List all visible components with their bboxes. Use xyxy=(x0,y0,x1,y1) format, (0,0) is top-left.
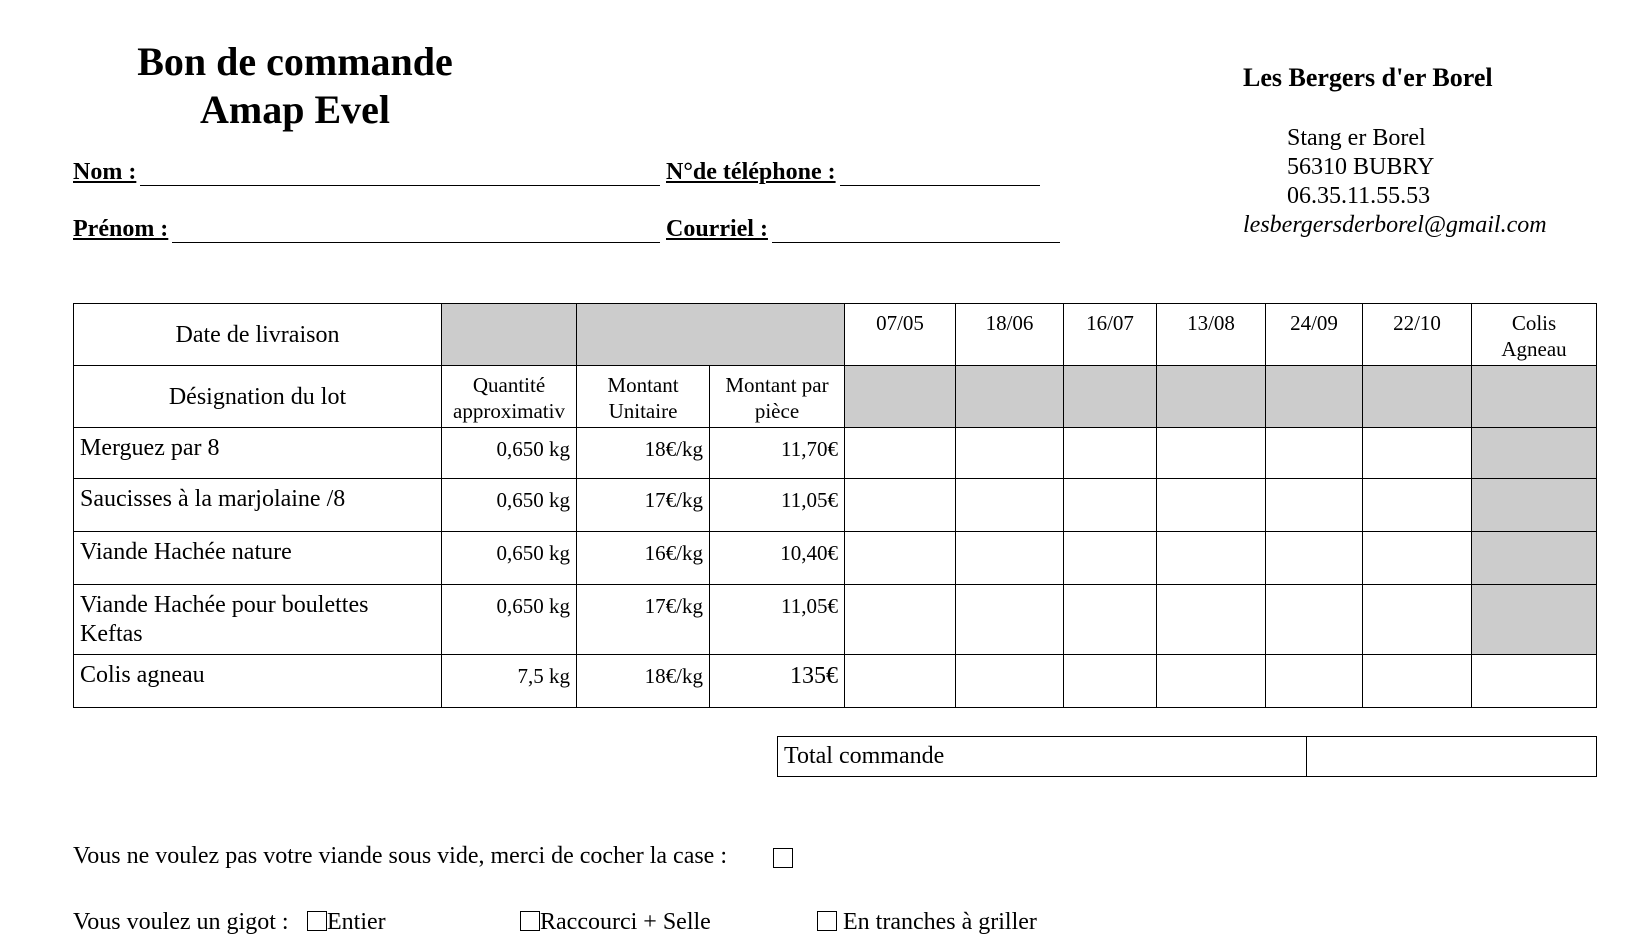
date-22-10: 22/10 xyxy=(1363,304,1472,366)
gigot-raccourci-label: Raccourci + Selle xyxy=(540,909,711,935)
nom-label: Nom : xyxy=(73,159,137,185)
shaded-cell xyxy=(442,304,577,366)
lot-unit-price: 18€/kg xyxy=(577,428,710,479)
prenom-field[interactable] xyxy=(73,215,660,243)
farm-name: Les Bergers d'er Borel xyxy=(1243,63,1493,92)
piece-header-line-2: pièce xyxy=(754,399,800,423)
order-cell[interactable] xyxy=(1266,585,1363,655)
order-cell[interactable] xyxy=(1064,428,1157,479)
lot-piece-price: 11,05€ xyxy=(710,585,845,655)
unit-header-line-1: Montant xyxy=(607,373,679,397)
telephone-input-line[interactable] xyxy=(840,163,1040,186)
gigot-tranches-option[interactable] xyxy=(817,908,1037,936)
order-cell[interactable] xyxy=(1266,655,1363,708)
shaded-cell xyxy=(1472,428,1597,479)
title-line-2: Amap Evel xyxy=(200,87,390,132)
table-row xyxy=(74,585,1597,655)
order-cell[interactable] xyxy=(1363,532,1472,585)
delivery-label: Date de livraison xyxy=(74,304,442,366)
order-cell[interactable] xyxy=(1363,585,1472,655)
order-cell[interactable] xyxy=(956,532,1064,585)
lot-name: Saucisses à la marjolaine /8 xyxy=(74,479,442,532)
order-cell[interactable] xyxy=(845,479,956,532)
piece-header xyxy=(710,366,845,428)
shaded-cell xyxy=(577,304,845,366)
order-cell[interactable] xyxy=(956,428,1064,479)
telephone-label: N°de téléphone : xyxy=(666,159,836,185)
shaded-cell xyxy=(1472,366,1597,428)
table-row xyxy=(74,479,1597,532)
gigot-entier-label: Entier xyxy=(327,909,386,935)
gigot-option xyxy=(73,908,289,936)
gigot-entier-checkbox[interactable] xyxy=(307,911,327,931)
shaded-cell xyxy=(1363,366,1472,428)
sous-vide-option xyxy=(73,842,727,870)
lot-qty: 0,650 kg xyxy=(442,532,577,585)
order-cell[interactable] xyxy=(956,655,1064,708)
courriel-input-line[interactable] xyxy=(772,220,1060,243)
gigot-tranches-checkbox[interactable] xyxy=(817,911,837,931)
lot-qty: 0,650 kg xyxy=(442,428,577,479)
table-row xyxy=(74,532,1597,585)
prenom-input-line[interactable] xyxy=(172,220,660,243)
lot-name: Viande Hachée nature xyxy=(74,532,442,585)
order-cell[interactable] xyxy=(1472,655,1597,708)
shaded-cell xyxy=(1157,366,1266,428)
total-box xyxy=(777,736,1597,777)
lot-qty: 0,650 kg xyxy=(442,479,577,532)
qty-header-line-1: Quantité xyxy=(472,373,546,397)
unit-header-line-2: Unitaire xyxy=(608,399,678,423)
lot-name: Merguez par 8 xyxy=(74,428,442,479)
lot-piece-price: 11,70€ xyxy=(710,428,845,479)
order-cell[interactable] xyxy=(845,655,956,708)
lot-qty: 7,5 kg xyxy=(442,655,577,708)
lot-piece-price: 10,40€ xyxy=(710,532,845,585)
total-label: Total commande xyxy=(778,737,1307,777)
date-07-05: 07/05 xyxy=(845,304,956,366)
shaded-cell xyxy=(1472,532,1597,585)
order-cell[interactable] xyxy=(1363,428,1472,479)
unit-header xyxy=(577,366,710,428)
nom-input-line[interactable] xyxy=(140,163,660,186)
lot-qty: 0,650 kg xyxy=(442,585,577,655)
sous-vide-checkbox[interactable] xyxy=(773,848,793,868)
lot-unit-price: 18€/kg xyxy=(577,655,710,708)
order-cell[interactable] xyxy=(1266,479,1363,532)
shaded-cell xyxy=(1266,366,1363,428)
order-cell[interactable] xyxy=(1157,479,1266,532)
farm-address-city: 56310 BUBRY xyxy=(1287,154,1435,180)
lot-piece-price: 11,05€ xyxy=(710,479,845,532)
nom-field[interactable] xyxy=(73,158,660,186)
sous-vide-text: Vous ne voulez pas votre viande sous vide, merci de cocher la case : xyxy=(73,843,727,869)
prenom-label: Prénom : xyxy=(73,216,169,242)
order-cell[interactable] xyxy=(1266,428,1363,479)
shaded-cell xyxy=(956,366,1064,428)
date-13-08: 13/08 xyxy=(1157,304,1266,366)
column-header-row xyxy=(74,366,1597,428)
farm-phone: 06.35.11.55.53 xyxy=(1287,183,1431,209)
qty-header-line-2: approximativ xyxy=(453,399,565,423)
farm-contact xyxy=(1243,124,1547,240)
table-row xyxy=(74,655,1597,708)
lot-unit-price: 17€/kg xyxy=(577,479,710,532)
lot-unit-price: 17€/kg xyxy=(577,585,710,655)
colis-header-line-1: Colis xyxy=(1511,311,1557,335)
farm-address-street: Stang er Borel xyxy=(1287,125,1426,151)
order-table xyxy=(73,303,1597,708)
order-cell[interactable] xyxy=(1157,532,1266,585)
order-cell[interactable] xyxy=(1363,479,1472,532)
order-cell[interactable] xyxy=(1157,428,1266,479)
order-cell[interactable] xyxy=(1157,655,1266,708)
shaded-cell xyxy=(1064,366,1157,428)
gigot-raccourci-checkbox[interactable] xyxy=(520,911,540,931)
order-cell[interactable] xyxy=(956,585,1064,655)
lot-name: Viande Hachée pour boulettes Keftas xyxy=(74,585,442,655)
colis-header-line-2: Agneau xyxy=(1501,337,1567,361)
colis-agneau-header xyxy=(1472,304,1597,366)
gigot-entier-option[interactable] xyxy=(307,908,386,936)
gigot-tranches-label: En tranches à griller xyxy=(843,909,1037,935)
lot-unit-price: 16€/kg xyxy=(577,532,710,585)
order-cell[interactable] xyxy=(845,532,956,585)
gigot-label: Vous voulez un gigot : xyxy=(73,909,289,935)
courriel-field[interactable] xyxy=(666,215,1060,243)
order-cell[interactable] xyxy=(1363,655,1472,708)
title-line-1: Bon de commande xyxy=(137,39,453,84)
telephone-field[interactable] xyxy=(666,158,1040,186)
order-cell[interactable] xyxy=(1266,532,1363,585)
order-cell[interactable] xyxy=(1064,585,1157,655)
lot-name: Colis agneau xyxy=(74,655,442,708)
shaded-cell xyxy=(1472,479,1597,532)
shaded-cell xyxy=(1472,585,1597,655)
order-cell[interactable] xyxy=(956,479,1064,532)
date-24-09: 24/09 xyxy=(1266,304,1363,366)
total-value-cell[interactable] xyxy=(1307,737,1597,777)
order-cell[interactable] xyxy=(1064,655,1157,708)
order-cell[interactable] xyxy=(1064,532,1157,585)
courriel-label: Courriel : xyxy=(666,216,768,242)
gigot-raccourci-option[interactable] xyxy=(520,908,711,936)
farm-email: lesbergersderborel@gmail.com xyxy=(1243,212,1547,238)
form-title xyxy=(100,38,490,134)
order-cell[interactable] xyxy=(845,585,956,655)
order-cell[interactable] xyxy=(1157,585,1266,655)
table-row xyxy=(74,428,1597,479)
order-cell[interactable] xyxy=(845,428,956,479)
qty-header xyxy=(442,366,577,428)
order-cell[interactable] xyxy=(1064,479,1157,532)
lot-piece-price: 135€ xyxy=(710,655,845,708)
shaded-cell xyxy=(845,366,956,428)
lot-label: Désignation du lot xyxy=(74,366,442,428)
date-16-07: 16/07 xyxy=(1064,304,1157,366)
date-18-06: 18/06 xyxy=(956,304,1064,366)
piece-header-line-1: Montant par xyxy=(725,373,829,397)
delivery-row xyxy=(74,304,1597,366)
